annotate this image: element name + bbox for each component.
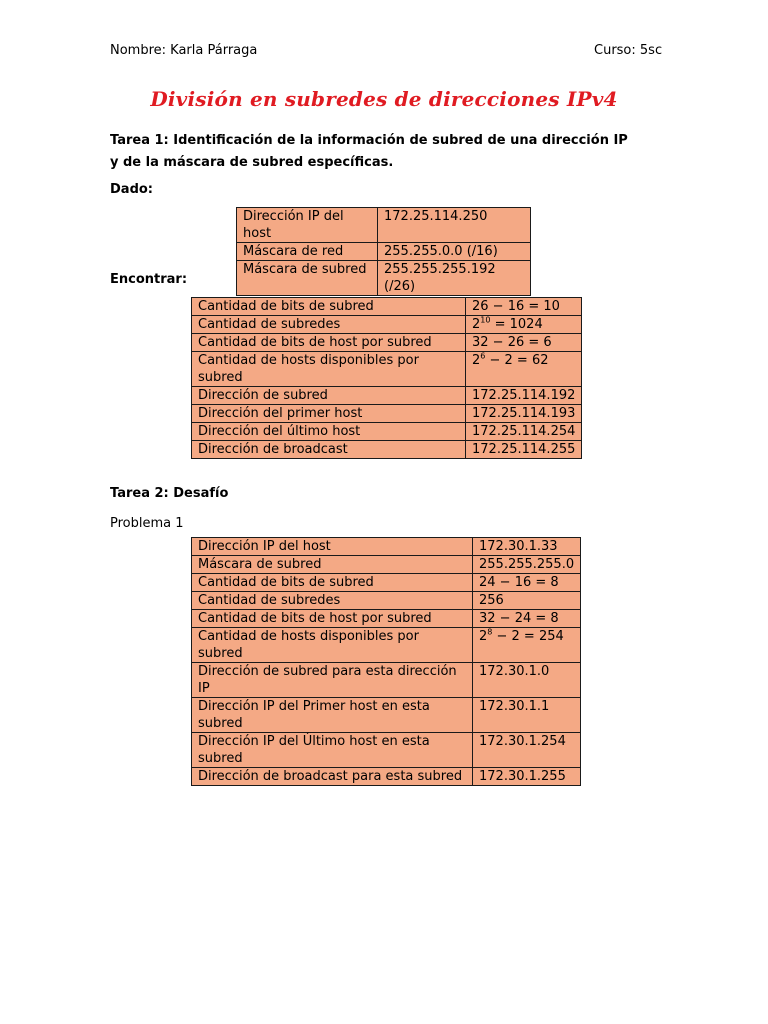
table-row <box>192 556 581 574</box>
row-value <box>466 352 582 387</box>
row-value: 172.25.114.254 <box>466 423 582 441</box>
row-label: Cantidad de bits de host por subred <box>192 610 473 628</box>
row-value: 172.30.1.255 <box>473 768 581 786</box>
power-base: 2 <box>472 353 481 368</box>
row-label: Dirección IP del host <box>192 538 473 556</box>
row-label: Cantidad de bits de subred <box>192 574 473 592</box>
row-value: 172.30.1.0 <box>473 663 581 698</box>
row-label: Dirección de subred <box>192 387 466 405</box>
table-row <box>192 441 582 459</box>
row-label: Cantidad de hosts disponibles por subred <box>192 628 473 663</box>
row-value: 172.25.114.250 <box>378 208 531 243</box>
row-label: Dirección de broadcast para esta subred <box>192 768 473 786</box>
task2-heading: Tarea 2: Desafío <box>110 486 229 501</box>
row-value: 26 − 16 = 10 <box>466 298 582 316</box>
row-value: 255.255.0.0 (/16) <box>378 243 531 261</box>
row-label: Dirección de broadcast <box>192 441 466 459</box>
power-exponent: 6 <box>480 351 486 361</box>
power-rest: − 2 = 62 <box>485 353 549 368</box>
table-row <box>192 768 581 786</box>
table-row <box>237 243 531 261</box>
row-value: 172.30.1.33 <box>473 538 581 556</box>
row-label: Dirección de subred para esta dirección IP <box>192 663 473 698</box>
table-row <box>237 208 531 243</box>
row-value: 256 <box>473 592 581 610</box>
row-value: 32 − 24 = 8 <box>473 610 581 628</box>
find-label: Encontrar: <box>110 272 188 287</box>
row-label: Dirección del primer host <box>192 405 466 423</box>
row-value: 172.25.114.193 <box>466 405 582 423</box>
problem-label: Problema 1 <box>110 516 184 531</box>
table-row <box>192 298 582 316</box>
row-value <box>466 316 582 334</box>
row-label: Cantidad de bits de host por subred <box>192 334 466 352</box>
table-row <box>192 405 582 423</box>
row-value: 24 − 16 = 8 <box>473 574 581 592</box>
table-row <box>192 663 581 698</box>
row-value: 255.255.255.0 <box>473 556 581 574</box>
row-value: 172.30.1.1 <box>473 698 581 733</box>
table-row <box>192 610 581 628</box>
row-value: 172.25.114.192 <box>466 387 582 405</box>
power-exponent: 10 <box>480 315 491 325</box>
table-row <box>192 628 581 663</box>
document-title: División en subredes de direcciones IPv4 <box>150 87 618 111</box>
row-value: 255.255.255.192 (/26) <box>378 261 531 296</box>
table-row <box>192 698 581 733</box>
row-value <box>473 628 581 663</box>
row-label: Máscara de red <box>237 243 378 261</box>
table-row <box>192 592 581 610</box>
row-label: Cantidad de subredes <box>192 316 466 334</box>
table-row <box>237 261 531 296</box>
power-rest: − 2 = 254 <box>492 629 564 644</box>
table-row <box>192 574 581 592</box>
power-rest: = 1024 <box>490 317 543 332</box>
find-table <box>191 297 582 459</box>
table-row <box>192 316 582 334</box>
row-label: Dirección IP del Primer host en esta subred <box>192 698 473 733</box>
problem1-table <box>191 537 581 786</box>
row-value: 32 − 26 = 6 <box>466 334 582 352</box>
course-label: Curso: 5sc <box>594 43 663 58</box>
power-base: 2 <box>479 629 488 644</box>
table-row <box>192 733 581 768</box>
row-label: Cantidad de hosts disponibles por subred <box>192 352 466 387</box>
table-row <box>192 538 581 556</box>
row-label: Cantidad de subredes <box>192 592 473 610</box>
power-base: 2 <box>472 317 481 332</box>
given-table <box>236 207 531 296</box>
row-value: 172.25.114.255 <box>466 441 582 459</box>
table-row <box>192 387 582 405</box>
row-label: Dirección IP del host <box>237 208 378 243</box>
task1-heading: Tarea 1: Identificación de la información de subred de una dirección IP y de la máscara de subred específicas. <box>110 133 628 170</box>
row-label: Máscara de subred <box>237 261 378 296</box>
row-label: Dirección del último host <box>192 423 466 441</box>
row-value: 172.30.1.254 <box>473 733 581 768</box>
row-label: Máscara de subred <box>192 556 473 574</box>
given-label: Dado: <box>110 182 153 197</box>
student-name: Nombre: Karla Párraga <box>110 43 258 58</box>
power-exponent: 8 <box>487 627 493 637</box>
row-label: Cantidad de bits de subred <box>192 298 466 316</box>
row-label: Dirección IP del Último host en esta subred <box>192 733 473 768</box>
table-row <box>192 352 582 387</box>
table-row <box>192 423 582 441</box>
table-row <box>192 334 582 352</box>
